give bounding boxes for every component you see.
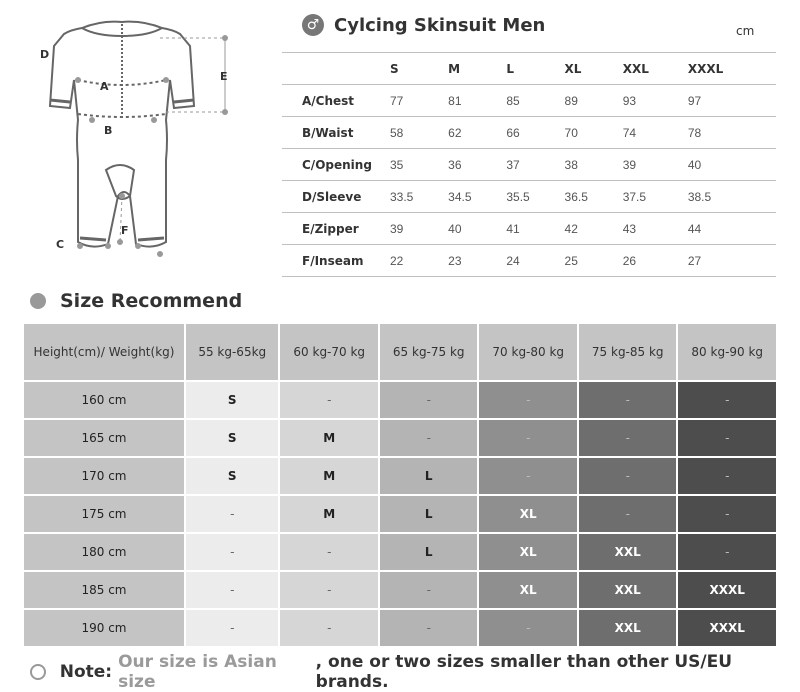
recommend-size: -	[725, 393, 730, 407]
recommend-size: XXL	[614, 583, 641, 597]
recommend-header-row	[24, 324, 778, 382]
note-label: Note:	[59, 662, 113, 682]
measurement-value: 70	[565, 117, 623, 149]
recommend-cell	[678, 572, 778, 610]
measurement-label: F/Inseam	[282, 245, 390, 277]
label-f: F	[121, 224, 129, 237]
size-header: XL	[565, 53, 623, 85]
weight-header: 80 kg-90 kg	[678, 324, 778, 382]
measurement-value: 74	[623, 117, 688, 149]
recommend-cell	[186, 496, 280, 534]
measurement-value: 36.5	[565, 181, 623, 213]
recommend-size: L	[424, 545, 433, 559]
recommend-cell	[186, 382, 280, 420]
measurement-value: 78	[688, 117, 776, 149]
recommend-cell	[380, 382, 480, 420]
skinsuit-diagram	[20, 10, 260, 270]
recommend-size: -	[725, 469, 730, 483]
male-icon: ♂	[302, 14, 324, 36]
recommend-row	[24, 420, 778, 458]
recommend-cell	[479, 534, 579, 572]
recommend-size: -	[625, 431, 630, 445]
height-label: 160 cm	[24, 382, 186, 420]
recommend-size: S	[227, 431, 237, 445]
size-row	[282, 245, 776, 277]
note-text: , one or two sizes smaller than other US/EU brands.	[315, 652, 733, 692]
measurement-label: A/Chest	[282, 85, 390, 117]
height-label: 180 cm	[24, 534, 186, 572]
size-header: M	[448, 53, 506, 85]
recommend-cell	[579, 420, 679, 458]
note	[30, 652, 800, 692]
measurement-value: 85	[506, 85, 564, 117]
measurement-value: 97	[688, 85, 776, 117]
recommend-cell	[678, 458, 778, 496]
measurement-label: B/Waist	[282, 117, 390, 149]
measurement-value: 22	[390, 245, 448, 277]
recommend-cell	[678, 420, 778, 458]
weight-header: 65 kg-75 kg	[380, 324, 480, 382]
recommend-cell	[579, 382, 679, 420]
measurement-value: 27	[688, 245, 776, 277]
size-header: S	[390, 53, 448, 85]
recommend-cell	[479, 610, 579, 648]
measurement-value: 93	[623, 85, 688, 117]
recommend-size: L	[424, 469, 433, 483]
recommend-cell	[678, 382, 778, 420]
measurement-value: 42	[565, 213, 623, 245]
measurement-value: 58	[390, 117, 448, 149]
bullet-ring-icon	[30, 664, 46, 680]
unit-label: cm	[736, 24, 755, 38]
recommend-cell	[280, 610, 380, 648]
recommend-size: -	[725, 507, 730, 521]
size-row	[282, 117, 776, 149]
measurement-value: 36	[448, 149, 506, 181]
size-chart-title: Cylcing Skinsuit Men	[334, 14, 546, 36]
recommend-size: -	[625, 469, 630, 483]
measurement-value: 38.5	[688, 181, 776, 213]
recommend-cell	[579, 534, 679, 572]
skinsuit-outline	[20, 10, 260, 270]
recommend-size: M	[323, 507, 336, 521]
recommend-size: -	[327, 583, 332, 597]
recommend-size: -	[230, 507, 235, 521]
recommend-size: XXL	[614, 621, 641, 635]
recommend-cell	[280, 572, 380, 610]
weight-header: 55 kg-65kg	[186, 324, 280, 382]
recommend-size: -	[625, 507, 630, 521]
recommend-size: S	[227, 393, 237, 407]
measurement-value: 43	[623, 213, 688, 245]
measurement-value: 81	[448, 85, 506, 117]
recommend-size: M	[323, 469, 336, 483]
recommend-size: -	[230, 621, 235, 635]
weight-header: 75 kg-85 kg	[579, 324, 679, 382]
recommend-size: -	[526, 469, 531, 483]
recommend-cell	[380, 534, 480, 572]
measurement-value: 23	[448, 245, 506, 277]
measurement-value: 44	[688, 213, 776, 245]
measurement-value: 62	[448, 117, 506, 149]
size-row	[282, 149, 776, 181]
height-label: 190 cm	[24, 610, 186, 648]
recommend-cell	[579, 610, 679, 648]
recommend-row	[24, 610, 778, 648]
measurement-value: 66	[506, 117, 564, 149]
recommend-cell	[380, 458, 480, 496]
size-row	[282, 213, 776, 245]
recommend-size: -	[327, 393, 332, 407]
recommend-size: -	[526, 431, 531, 445]
recommend-size: -	[426, 621, 431, 635]
recommend-cell	[479, 458, 579, 496]
recommend-title: Size Recommend	[60, 290, 243, 312]
recommend-size: M	[323, 431, 336, 445]
measurement-value: 39	[390, 213, 448, 245]
size-chart-header	[302, 14, 545, 36]
label-c: C	[56, 238, 65, 251]
recommend-size: -	[526, 621, 531, 635]
measurement-value: 24	[506, 245, 564, 277]
height-label: 165 cm	[24, 420, 186, 458]
recommend-cell	[678, 534, 778, 572]
measurement-value: 41	[506, 213, 564, 245]
recommend-size: -	[426, 583, 431, 597]
size-header: XXL	[623, 53, 688, 85]
size-header-row	[282, 53, 776, 85]
recommend-cell	[186, 610, 280, 648]
recommend-size: -	[526, 393, 531, 407]
recommend-cell	[678, 610, 778, 648]
measurement-value: 35	[390, 149, 448, 181]
measurement-label: E/Zipper	[282, 213, 390, 245]
measurement-value: 34.5	[448, 181, 506, 213]
measurement-value: 37	[506, 149, 564, 181]
recommend-cell	[380, 420, 480, 458]
weight-header: 70 kg-80 kg	[479, 324, 579, 382]
measurement-label: D/Sleeve	[282, 181, 390, 213]
height-label: 175 cm	[24, 496, 186, 534]
recommend-size: -	[230, 583, 235, 597]
measurement-value: 38	[565, 149, 623, 181]
recommend-size: XL	[519, 507, 537, 521]
size-chart-table	[282, 52, 776, 277]
recommend-cell	[479, 382, 579, 420]
recommend-cell	[280, 420, 380, 458]
recommend-size: -	[426, 431, 431, 445]
recommend-size: -	[327, 621, 332, 635]
recommend-size: -	[625, 393, 630, 407]
recommend-size: -	[230, 545, 235, 559]
size-header: L	[506, 53, 564, 85]
recommend-row	[24, 382, 778, 420]
recommend-size: -	[426, 393, 431, 407]
recommend-cell	[579, 572, 679, 610]
recommend-row	[24, 534, 778, 572]
measurement-value: 26	[623, 245, 688, 277]
recommend-cell	[280, 382, 380, 420]
recommend-cell	[186, 420, 280, 458]
recommend-row	[24, 458, 778, 496]
recommend-cell	[479, 572, 579, 610]
measurement-value: 39	[623, 149, 688, 181]
size-header: XXXL	[688, 53, 776, 85]
recommend-size: L	[424, 507, 433, 521]
recommend-size: XL	[519, 545, 537, 559]
recommend-cell	[380, 610, 480, 648]
measurement-value: 89	[565, 85, 623, 117]
measurement-value: 37.5	[623, 181, 688, 213]
recommend-cell	[186, 534, 280, 572]
measurement-value: 25	[565, 245, 623, 277]
size-header-empty	[282, 53, 390, 85]
note-highlight: Our size is Asian size	[118, 652, 277, 692]
recommend-size: S	[227, 469, 237, 483]
recommend-header	[30, 290, 242, 312]
height-label: 185 cm	[24, 572, 186, 610]
recommend-cell	[479, 496, 579, 534]
measurement-value: 33.5	[390, 181, 448, 213]
recommend-cell	[380, 496, 480, 534]
recommend-cell	[579, 496, 679, 534]
recommend-row	[24, 572, 778, 610]
label-a: A	[100, 80, 109, 93]
bullet-dot-icon	[30, 293, 46, 309]
size-row	[282, 181, 776, 213]
recommend-cell	[186, 572, 280, 610]
size-row	[282, 85, 776, 117]
measurement-value: 35.5	[506, 181, 564, 213]
recommend-cell	[678, 496, 778, 534]
recommend-cell	[479, 420, 579, 458]
recommend-size: -	[725, 431, 730, 445]
recommend-size: XXXL	[709, 583, 745, 597]
recommend-size: -	[725, 545, 730, 559]
recommend-cell	[280, 458, 380, 496]
label-b: B	[104, 124, 113, 137]
recommend-size: XL	[519, 583, 537, 597]
label-d: D	[40, 48, 50, 61]
recommend-size: XXXL	[709, 621, 745, 635]
measurement-value: 40	[448, 213, 506, 245]
label-e: E	[220, 70, 228, 83]
recommend-cell	[579, 458, 679, 496]
measurement-label: C/Opening	[282, 149, 390, 181]
measurement-value: 77	[390, 85, 448, 117]
recommend-cell	[380, 572, 480, 610]
recommend-cell	[280, 496, 380, 534]
recommend-cell	[186, 458, 280, 496]
recommend-size: XXL	[614, 545, 641, 559]
recommend-cell	[280, 534, 380, 572]
corner-header: Height(cm)/ Weight(kg)	[24, 324, 186, 382]
measurement-value: 40	[688, 149, 776, 181]
height-label: 170 cm	[24, 458, 186, 496]
recommend-size: -	[327, 545, 332, 559]
recommend-table	[24, 324, 778, 648]
weight-header: 60 kg-70 kg	[280, 324, 380, 382]
recommend-row	[24, 496, 778, 534]
